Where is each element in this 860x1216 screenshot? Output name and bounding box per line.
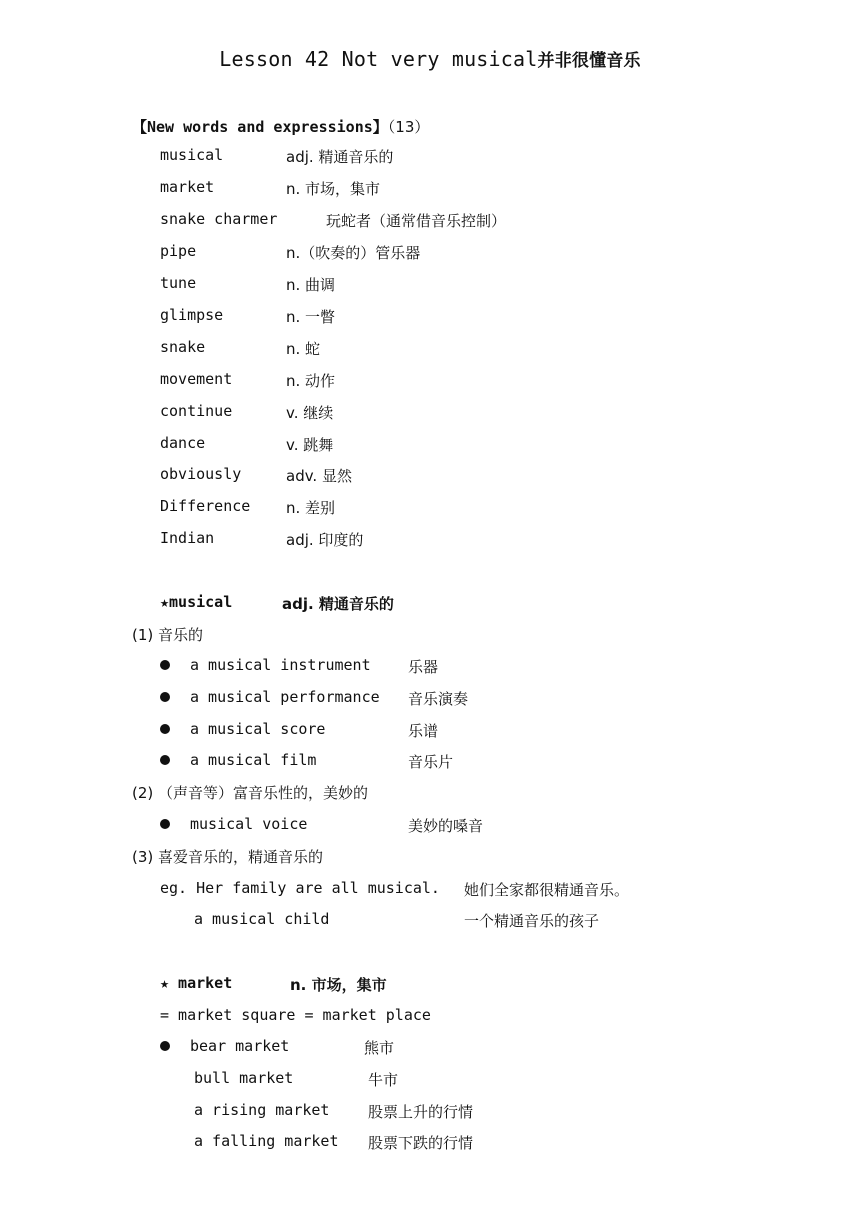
market-head-word: ★ market xyxy=(160,974,233,992)
vocab-word: Indian xyxy=(160,529,215,547)
vocab-word: musical xyxy=(160,146,224,164)
vocab-definition: n. 一瞥 xyxy=(286,308,336,326)
phrase-chinese: 牛市 xyxy=(368,1071,399,1089)
phrase-chinese: 股票下跌的行情 xyxy=(368,1134,474,1152)
vocab-word: tune xyxy=(160,274,197,292)
new-words-heading xyxy=(132,116,429,137)
musical-head-definition: adj. 精通音乐的 xyxy=(282,595,394,613)
vocab-definition: n. 市场，集市 xyxy=(286,180,381,198)
phrase-chinese: 乐谱 xyxy=(408,722,439,740)
phrase-english: a musical performance xyxy=(190,688,380,706)
vocab-definition: adv. 显然 xyxy=(286,467,352,485)
example-english: eg. Her family are all musical. xyxy=(160,879,440,897)
market-entry-heading xyxy=(160,974,387,994)
bullet-icon xyxy=(160,755,170,765)
vocab-definition: v. 继续 xyxy=(286,404,334,422)
vocab-definition: n. 蛇 xyxy=(286,340,321,358)
bullet-icon xyxy=(160,724,170,734)
vocab-definition: n. 曲调 xyxy=(286,276,336,294)
phrase-english: a rising market xyxy=(194,1101,330,1119)
market-head-definition: n. 市场，集市 xyxy=(290,976,387,994)
musical-sense-2: (2) （声音等）富音乐性的，美妙的 xyxy=(132,784,369,802)
bullet-icon xyxy=(160,660,170,670)
page-title xyxy=(0,46,860,71)
vocab-word: continue xyxy=(160,402,233,420)
vocab-definition: adj. 精通音乐的 xyxy=(286,148,394,166)
phrase-english: a falling market xyxy=(194,1132,339,1150)
bullet-icon xyxy=(160,692,170,702)
title-english: Lesson 42 Not very musical xyxy=(219,47,538,71)
example-chinese: 一个精通音乐的孩子 xyxy=(464,912,600,930)
musical-head-word: ★musical xyxy=(160,593,233,611)
musical-sense-1: (1) 音乐的 xyxy=(132,626,204,644)
musical-entry-heading xyxy=(160,593,394,613)
vocab-word: pipe xyxy=(160,242,197,260)
phrase-english: a musical instrument xyxy=(190,656,371,674)
vocab-word: movement xyxy=(160,370,233,388)
phrase-english: a musical film xyxy=(190,751,317,769)
bullet-icon xyxy=(160,1041,170,1051)
vocab-definition: 玩蛇者（通常借音乐控制） xyxy=(326,212,507,230)
example-chinese: 她们全家都很精通音乐。 xyxy=(464,881,630,899)
new-words-heading-label: 【New words and expressions】 xyxy=(132,118,388,136)
vocab-definition: n.（吹奏的）管乐器 xyxy=(286,244,421,262)
new-words-count: （13） xyxy=(387,118,430,136)
phrase-chinese: 乐器 xyxy=(408,658,439,676)
phrase-english: bear market xyxy=(190,1037,290,1055)
phrase-chinese: 音乐片 xyxy=(408,753,454,771)
phrase-chinese: 美妙的嗓音 xyxy=(408,817,484,835)
bullet-icon xyxy=(160,819,170,829)
vocab-word: snake xyxy=(160,338,206,356)
vocab-word: dance xyxy=(160,434,206,452)
vocab-word: snake charmer xyxy=(160,210,278,228)
vocab-definition: n. 差别 xyxy=(286,499,336,517)
vocab-word: market xyxy=(160,178,215,196)
phrase-chinese: 股票上升的行情 xyxy=(368,1103,474,1121)
vocab-word: glimpse xyxy=(160,306,224,324)
vocab-definition: n. 动作 xyxy=(286,372,336,390)
example-english: a musical child xyxy=(194,910,330,928)
vocab-word: Difference xyxy=(160,497,251,515)
market-synonyms: = market square = market place xyxy=(160,1006,431,1024)
vocab-word: obviously xyxy=(160,465,242,483)
phrase-chinese: 熊市 xyxy=(364,1039,395,1057)
phrase-english: a musical score xyxy=(190,720,326,738)
phrase-chinese: 音乐演奏 xyxy=(408,690,469,708)
vocab-definition: v. 跳舞 xyxy=(286,436,334,454)
phrase-english: bull market xyxy=(194,1069,294,1087)
musical-sense-3: (3) 喜爱音乐的，精通音乐的 xyxy=(132,848,324,866)
vocab-definition: adj. 印度的 xyxy=(286,531,364,549)
phrase-english: musical voice xyxy=(190,815,308,833)
title-chinese: 并非很懂音乐 xyxy=(537,51,641,71)
